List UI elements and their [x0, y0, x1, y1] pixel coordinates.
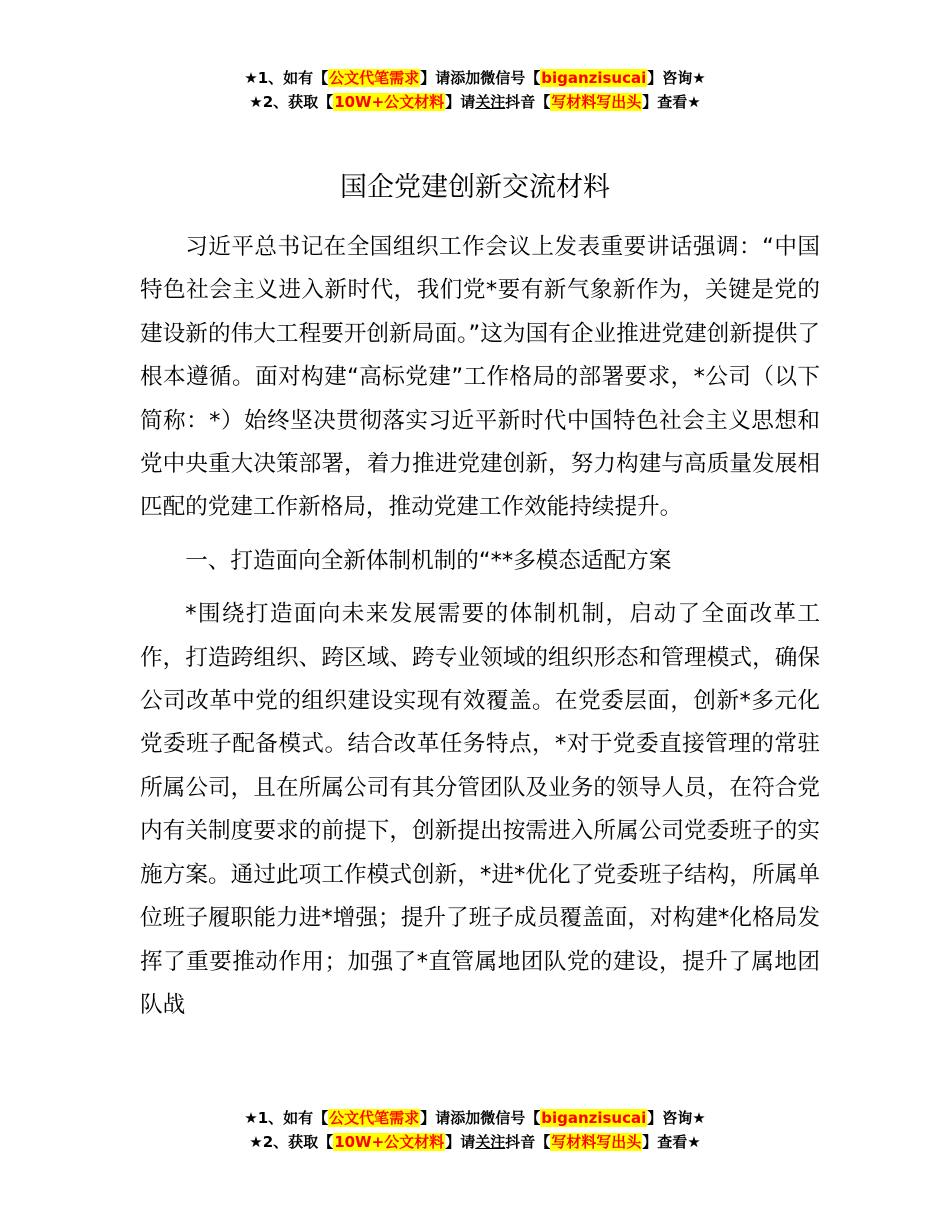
banner-text: ★1、如有【: [244, 69, 329, 87]
banner-text: 】请添加微信号【: [420, 69, 541, 87]
banner-highlight: 写材料写出头: [551, 1133, 642, 1151]
banner-highlight: biganzisucai: [541, 1109, 647, 1127]
banner-text: ★1、如有【: [244, 1109, 329, 1127]
banner-underline: 关注: [475, 1133, 506, 1151]
banner-text: 】请添加微信号【: [420, 1109, 541, 1127]
banner-line-1: [0, 1106, 950, 1130]
banner-text: 】请: [445, 93, 476, 111]
banner-text: ★2、获取【: [249, 1133, 334, 1151]
banner-highlight: 10W+公文材料: [334, 93, 445, 111]
banner-highlight: 写材料写出头: [551, 93, 642, 111]
banner-line-1: [0, 66, 950, 90]
banner-line-2: [0, 1130, 950, 1154]
header-banner: [0, 66, 950, 114]
banner-text: 抖音【: [505, 1133, 551, 1151]
banner-text: 抖音【: [505, 93, 551, 111]
banner-line-2: [0, 90, 950, 114]
section-heading: 一、打造面向全新体制机制的“**多模态适配方案: [185, 547, 672, 574]
banner-text: 】咨询★: [647, 69, 706, 87]
paragraph: *围绕打造面向未来发展需要的体制机制，启动了全面改革工作，打造跨组织、跨区域、跨专业领域的组织形态和管理模式，确保公司改革中党的组织建设实现有效覆盖。在党委层面，创新*多元化党委班子配备模式。结合改革任务特点，*对于党委直接管理的常驻所属公司，且在所属公司有其分管团队及业务的领导人员，在符合党内有关制度要求的前提下，创新提出按需进入所属公司党委班子的实施方案。通过此项工作模式创新，*进*优化了党委班子结构，所属单位班子履职能力进*增强；提升了班子成员覆盖面，对构建*化格局发挥了重要推动作用；加强了*直管属地团队党的建设，提升了属地团队战: [140, 601, 820, 1018]
banner-highlight: 10W+公文材料: [334, 1133, 445, 1151]
paragraph: 习近平总书记在全国组织工作会议上发表重要讲话强调：“中国特色社会主义进入新时代，我们党*要有新气象新作为，关键是党的建设新的伟大工程要开创新局面。”这为国有企业推进党建创新提供了根本遵循。面对构建“高标党建”工作格局的部署要求，*公司（以下简称：*）始终坚决贯彻落实习近平新时代中国特色社会主义思想和党中央重大决策部署，着力推进党建创新，努力构建与高质量发展相匹配的党建工作新格局，推动党建工作效能持续提升。: [140, 234, 820, 521]
banner-underline: 关注: [475, 93, 506, 111]
banner-text: 】查看★: [642, 1133, 701, 1151]
document-title: 国企党建创新交流材料: [340, 172, 610, 203]
banner-text: 】咨询★: [647, 1109, 706, 1127]
document-body: [140, 226, 820, 1027]
banner-text: 】查看★: [642, 93, 701, 111]
footer-banner: [0, 1106, 950, 1154]
banner-text: 】请: [445, 1133, 476, 1151]
banner-text: ★2、获取【: [249, 93, 334, 111]
banner-highlight: biganzisucai: [541, 69, 647, 87]
banner-highlight: 公文代笔需求: [329, 1109, 420, 1127]
banner-highlight: 公文代笔需求: [329, 69, 420, 87]
